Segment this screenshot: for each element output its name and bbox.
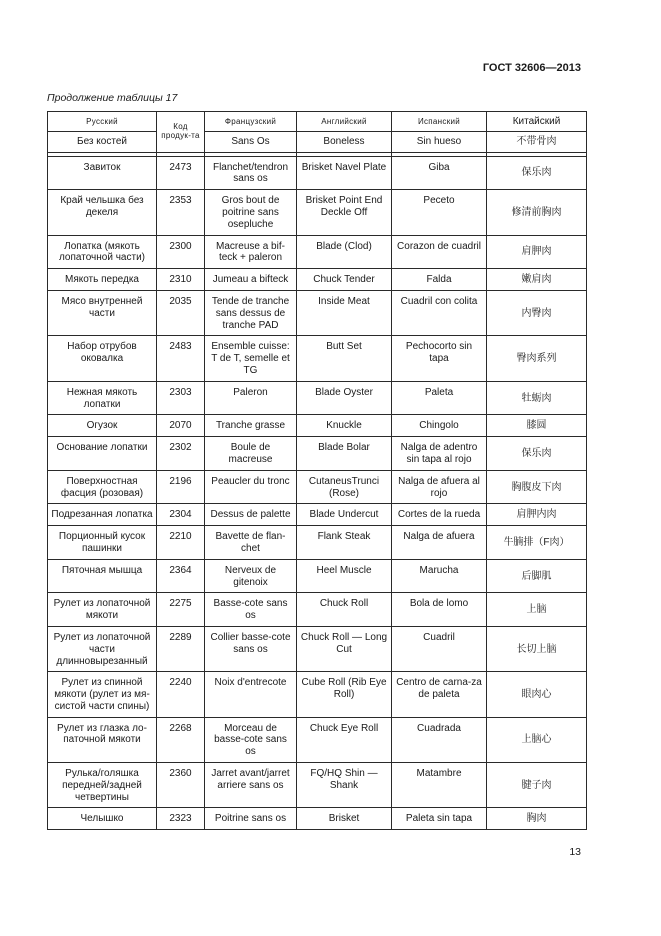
cell-product-code: 2303 <box>157 381 205 415</box>
cell-spanish: Nalga de adentro sin tapa al rojo <box>392 437 487 471</box>
cell-product-code: 2304 <box>157 504 205 526</box>
cell-chinese: 臀肉系列 <box>487 336 587 381</box>
cell-product-code: 2360 <box>157 763 205 808</box>
cell-product-code: 2070 <box>157 415 205 437</box>
table-row <box>48 190 587 235</box>
cell-chinese: 上脑 <box>487 593 587 627</box>
cell-english: Inside Meat <box>297 290 392 335</box>
cell-russian: Поверхностная фасция (розовая) <box>48 470 157 504</box>
subheader-cell-russian: Без костей <box>48 131 157 152</box>
cell-chinese: 牛腩排（F肉） <box>487 526 587 560</box>
cell-spanish: Chingolo <box>392 415 487 437</box>
cell-product-code: 2473 <box>157 156 205 190</box>
header-cell-french: Французский <box>205 112 297 132</box>
cell-product-code: 2275 <box>157 593 205 627</box>
table-row <box>48 526 587 560</box>
cell-russian: Рулет из лопаточной мякоти <box>48 593 157 627</box>
cell-spanish: Bola de lomo <box>392 593 487 627</box>
subheader-cell-spanish: Sin hueso <box>392 131 487 152</box>
cell-russian: Лопатка (мякоть лопаточной части) <box>48 235 157 269</box>
table-row <box>48 336 587 381</box>
cell-english: Knuckle <box>297 415 392 437</box>
table-row <box>48 808 587 830</box>
cell-russian: Огузок <box>48 415 157 437</box>
cell-chinese: 肩胛肉 <box>487 235 587 269</box>
cell-english: Chuck Roll <box>297 593 392 627</box>
cell-product-code: 2364 <box>157 559 205 593</box>
cell-chinese: 肩胛内肉 <box>487 504 587 526</box>
cell-french: Peaucler du tronc <box>205 470 297 504</box>
cell-spanish: Nalga de afuera al rojo <box>392 470 487 504</box>
cell-product-code: 2300 <box>157 235 205 269</box>
cell-russian: Порционный кусок пашинки <box>48 526 157 560</box>
cell-french: Jumeau a bifteck <box>205 269 297 291</box>
cell-product-code: 2353 <box>157 190 205 235</box>
cuts-table <box>47 111 587 830</box>
cell-russian: Мякоть передка <box>48 269 157 291</box>
table-row <box>48 156 587 190</box>
table-row <box>48 763 587 808</box>
cell-russian: Подрезанная лопатка <box>48 504 157 526</box>
table-row <box>48 470 587 504</box>
cell-russian: Мясо внутренней части <box>48 290 157 335</box>
cell-spanish: Giba <box>392 156 487 190</box>
cell-spanish: Nalga de afuera <box>392 526 487 560</box>
cell-chinese: 上脑心 <box>487 717 587 762</box>
cell-russian: Рулет из глазка ло-паточной мякоти <box>48 717 157 762</box>
cell-chinese: 眼肉心 <box>487 672 587 717</box>
cell-french: Collier basse-cote sans os <box>205 626 297 671</box>
cell-french: Flanchet/tendron sans os <box>205 156 297 190</box>
table-row <box>48 381 587 415</box>
cell-russian: Нежная мякоть лопатки <box>48 381 157 415</box>
cell-chinese: 保乐肉 <box>487 437 587 471</box>
cell-spanish: Marucha <box>392 559 487 593</box>
cell-russian: Рулет из лопаточной части длинновырезанный <box>48 626 157 671</box>
cell-product-code: 2302 <box>157 437 205 471</box>
cell-spanish: Paleta sin tapa <box>392 808 487 830</box>
table-row <box>48 437 587 471</box>
table-row <box>48 593 587 627</box>
header-cell-english: Английский <box>297 112 392 132</box>
cell-spanish: Cuadril <box>392 626 487 671</box>
cell-english: Brisket Navel Plate <box>297 156 392 190</box>
cell-spanish: Cuadrada <box>392 717 487 762</box>
cell-chinese: 胸肉 <box>487 808 587 830</box>
table-row <box>48 415 587 437</box>
table-row <box>48 235 587 269</box>
cell-french: Bavette de flan-chet <box>205 526 297 560</box>
table-subheader-row <box>48 131 587 152</box>
cell-english: Blade Bolar <box>297 437 392 471</box>
cell-french: Nerveux de gitenoix <box>205 559 297 593</box>
cell-french: Poitrine sans os <box>205 808 297 830</box>
cell-product-code: 2210 <box>157 526 205 560</box>
table-row <box>48 626 587 671</box>
cell-russian: Основание лопатки <box>48 437 157 471</box>
cell-spanish: Paleta <box>392 381 487 415</box>
subheader-cell-french: Sans Os <box>205 131 297 152</box>
cell-english: Chuck Eye Roll <box>297 717 392 762</box>
subheader-cell-chinese: 不带骨肉 <box>487 131 587 152</box>
table-row <box>48 269 587 291</box>
cell-spanish: Cuadril con colita <box>392 290 487 335</box>
cell-russian: Край чельшка без декеля <box>48 190 157 235</box>
cell-french: Noix d'entrecote <box>205 672 297 717</box>
cell-english: Brisket Point End Deckle Off <box>297 190 392 235</box>
cell-spanish: Falda <box>392 269 487 291</box>
cell-russian: Челышко <box>48 808 157 830</box>
cell-french: Morceau de basse-cote sans os <box>205 717 297 762</box>
table-continuation-caption: Продолжение таблицы 17 <box>47 92 178 104</box>
document-code: ГОСТ 32606—2013 <box>482 62 581 74</box>
cell-english: Chuck Tender <box>297 269 392 291</box>
page-number: 13 <box>569 846 581 858</box>
table-row <box>48 504 587 526</box>
cell-spanish: Centro de carna-za de paleta <box>392 672 487 717</box>
cell-russian: Рулька/голяшка передней/задней четвертины <box>48 763 157 808</box>
header-cell-spanish: Испанский <box>392 112 487 132</box>
cell-english: Blade Undercut <box>297 504 392 526</box>
cell-chinese: 嫩肩肉 <box>487 269 587 291</box>
cell-russian: Набор отрубов оковалка <box>48 336 157 381</box>
table-row <box>48 717 587 762</box>
header-cell-product-code: Код продук-та <box>157 112 205 153</box>
cell-spanish: Pechocorto sin tapa <box>392 336 487 381</box>
cell-product-code: 2240 <box>157 672 205 717</box>
cell-product-code: 2035 <box>157 290 205 335</box>
cell-english: Blade (Clod) <box>297 235 392 269</box>
cell-chinese: 牡蛎肉 <box>487 381 587 415</box>
cell-chinese: 膝圆 <box>487 415 587 437</box>
header-cell-chinese: Китайский <box>487 112 587 132</box>
subheader-cell-english: Boneless <box>297 131 392 152</box>
cell-french: Boule de macreuse <box>205 437 297 471</box>
table-row <box>48 559 587 593</box>
cell-spanish: Corazon de cuadril <box>392 235 487 269</box>
cell-chinese: 长切上脑 <box>487 626 587 671</box>
cell-product-code: 2323 <box>157 808 205 830</box>
header-cell-russian: Русский <box>48 112 157 132</box>
cell-english: Chuck Roll — Long Cut <box>297 626 392 671</box>
cell-russian: Пяточная мышца <box>48 559 157 593</box>
cell-english: FQ/HQ Shin — Shank <box>297 763 392 808</box>
cell-french: Tranche grasse <box>205 415 297 437</box>
cell-french: Jarret avant/jarret arriere sans os <box>205 763 297 808</box>
cell-english: Blade Oyster <box>297 381 392 415</box>
cell-english: Flank Steak <box>297 526 392 560</box>
table-row <box>48 290 587 335</box>
cell-french: Paleron <box>205 381 297 415</box>
cell-chinese: 腱子肉 <box>487 763 587 808</box>
cell-chinese: 胸腹皮下肉 <box>487 470 587 504</box>
cell-product-code: 2310 <box>157 269 205 291</box>
cell-product-code: 2268 <box>157 717 205 762</box>
cell-product-code: 2289 <box>157 626 205 671</box>
cell-chinese: 后脚肌 <box>487 559 587 593</box>
table-header-row <box>48 112 587 132</box>
cell-product-code: 2196 <box>157 470 205 504</box>
cell-english: Heel Muscle <box>297 559 392 593</box>
cell-russian: Завиток <box>48 156 157 190</box>
cell-french: Ensemble cuisse: T de T, semelle et TG <box>205 336 297 381</box>
cell-french: Dessus de palette <box>205 504 297 526</box>
cell-chinese: 内臀肉 <box>487 290 587 335</box>
cell-french: Macreuse a bif-teck + paleron <box>205 235 297 269</box>
cell-russian: Рулет из спинной мякоти (рулет из мя-систой части спины) <box>48 672 157 717</box>
cell-spanish: Peceto <box>392 190 487 235</box>
cell-product-code: 2483 <box>157 336 205 381</box>
cell-english: Brisket <box>297 808 392 830</box>
cell-spanish: Matambre <box>392 763 487 808</box>
cell-chinese: 修清前胸肉 <box>487 190 587 235</box>
table-row <box>48 672 587 717</box>
cell-chinese: 保乐肉 <box>487 156 587 190</box>
cell-french: Basse-cote sans os <box>205 593 297 627</box>
cell-french: Gros bout de poitrine sans osepluche <box>205 190 297 235</box>
cell-french: Tende de tranche sans dessus de tranche PAD <box>205 290 297 335</box>
cell-english: CutaneusTrunci (Rose) <box>297 470 392 504</box>
cell-english: Butt Set <box>297 336 392 381</box>
cell-english: Cube Roll (Rib Eye Roll) <box>297 672 392 717</box>
cell-spanish: Cortes de la rueda <box>392 504 487 526</box>
